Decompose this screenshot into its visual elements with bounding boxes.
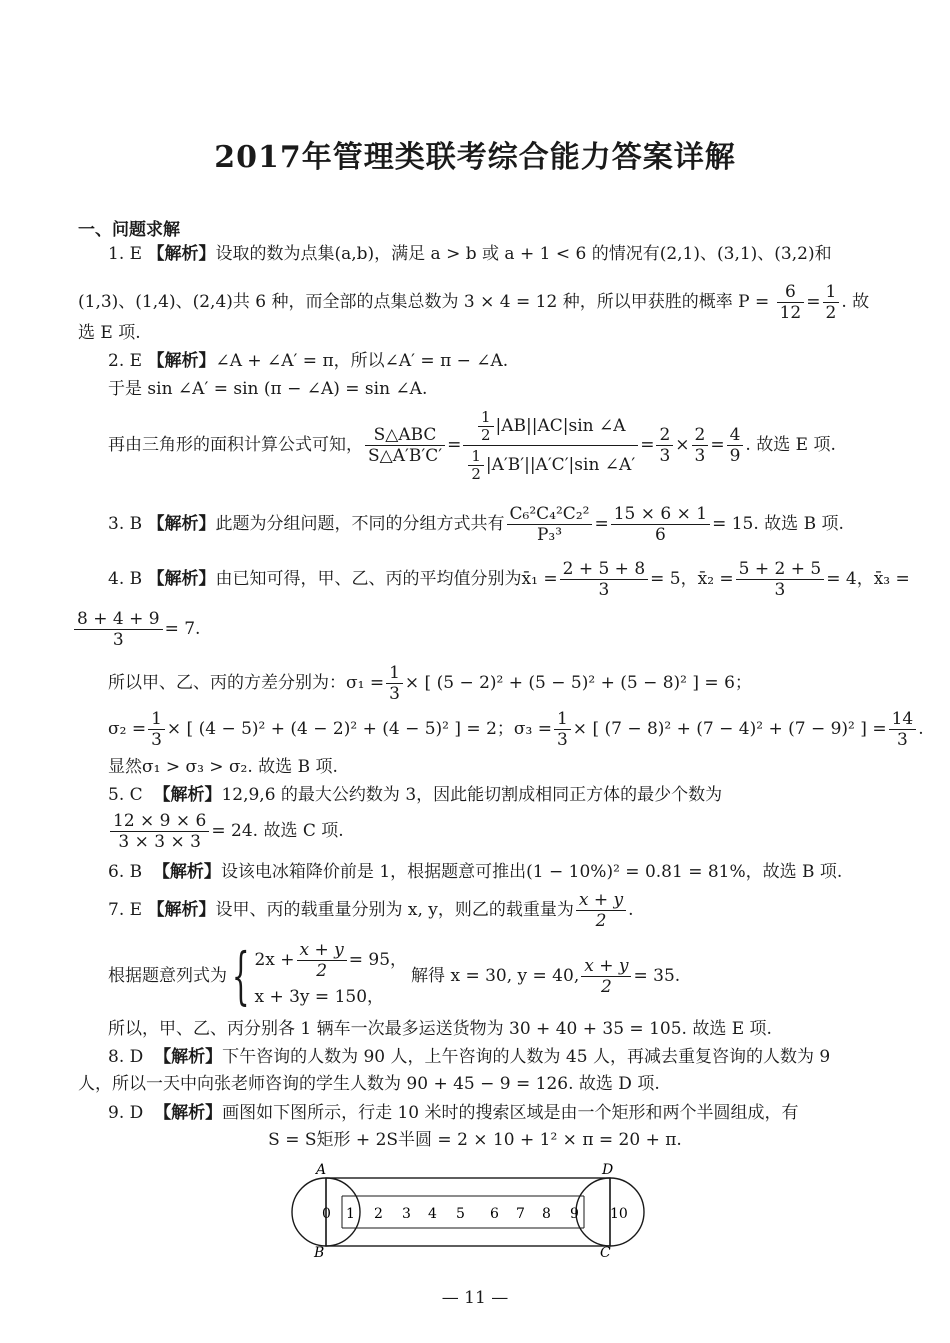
q8-line1: 8. D 【解析】下午咨询的人数为 90 人，上午咨询的人数为 45 人，再减去重复咨询的人数为 9 <box>108 1047 831 1067</box>
q2-area-ratio: $\frac{\text{S△ABC}}{S\triangle A'B'C'}$ <box>365 425 445 466</box>
label-a: A <box>316 1162 327 1178</box>
page-number: — 11 — <box>441 1288 509 1308</box>
q9-line1: 9. D 【解析】画图如下图所示，行走 10 米时的搜索区域是由一个矩形和两个半圆组成，有 <box>108 1103 799 1123</box>
tick-2: 2 <box>374 1206 383 1222</box>
q1-fraction-6-12: $\frac{6}{12}$ <box>777 282 805 323</box>
tick-1: 1 <box>346 1206 355 1222</box>
tick-5: 5 <box>456 1206 465 1222</box>
q1-tag: 【解析】 <box>147 244 216 264</box>
tick-10: 10 <box>610 1206 628 1222</box>
q1-text1: 设取的数为点集(a,b)，满足 a > b 或 a + 1 < 6 的情况有(2,1)、(3,1)、(3,2)和 <box>215 244 832 264</box>
q1-line1 <box>108 243 832 265</box>
q1-text2b: . 故 <box>841 292 870 312</box>
q7-equation-system: 根据题意列式为 { 2x + $\frac{x + y}{2}$ = 95， x + 3y = 150， 解得 x = 30, y = 40, $\frac{x + y}{2}$ = 35. <box>108 939 681 1012</box>
tick-7: 7 <box>516 1206 525 1222</box>
tick-6: 6 <box>490 1206 499 1222</box>
q2-area-formula: $\frac{1}{2}$ |AB||AC|sin ∠A $\frac{1}{2}$ |A′B′||A′C′|sin ∠A′ <box>463 407 638 484</box>
tick-9: 9 <box>570 1206 579 1222</box>
q8-line2: 人，所以一天中向张老师咨询的学生人数为 90 + 45 − 9 = 126. 故选 D 项. <box>78 1074 660 1094</box>
q4-line1: 4. B 【解析】 由已知可得，甲、乙、丙的平均值分别为 x̄₁ = $\frac{2 + 5 + 8}{3}$ = 5，x̄₂ = $\frac{5 + 2 + 5}{3}$ = 4，x̄₃ = <box>108 558 910 600</box>
search-area-diagram <box>280 1158 660 1258</box>
q1-fraction-1-2: $\frac{1}{2}$ <box>823 282 840 323</box>
q1-text2: (1,3)、(1,4)、(2,4)共 6 种，而全部的点集总数为 3 × 4 = 12 种，所以甲获胜的概率 P = <box>78 292 770 312</box>
q5-line1: 5. C 【解析】12,9,6 的最大公约数为 3，因此能切割成相同正方体的最少个数为 <box>108 785 723 805</box>
section-heading: 一、问题求解 <box>78 220 180 240</box>
tick-3: 3 <box>402 1206 411 1222</box>
q1-line3: 选 E 项. <box>78 323 141 343</box>
q1-line2: (1,3)、(1,4)、(2,4)共 6 种，而全部的点集总数为 3 × 4 = 12 种，所以甲获胜的概率 P = $\frac{6}{12}$ = $\frac{1}{2}$ . 故 <box>78 282 870 323</box>
label-c: C <box>600 1245 611 1258</box>
q5-line2: $\frac{12 \times 9 \times 6}{3 \times 3 \times 3}$ = 24. 故选 C 项. <box>108 808 344 854</box>
search-rectangle <box>326 1178 610 1246</box>
q7-conclusion: 所以，甲、乙、丙分别各 1 辆车一次最多运送货物为 30 + 40 + 35 = 105. 故选 E 项. <box>108 1019 772 1039</box>
label-b: B <box>314 1245 325 1258</box>
page-title: 2017年管理类联考综合能力答案详解 <box>214 140 736 175</box>
q4-variance-1: 所以甲、乙、丙的方差分别为：σ₁ = $\frac{1}{3}$ × [ (5 − 2)² + (5 − 5)² + (5 − 8)² ] = 6； <box>108 662 752 704</box>
tick-8: 8 <box>542 1206 551 1222</box>
q7-line1: 7. E 【解析】 设甲、丙的载重量分别为 x, y，则乙的载重量为 $\frac{x + y}{2}$ . <box>108 889 634 931</box>
q6-line: 6. B 【解析】设该电冰箱降价前是 1，根据题意可推出(1 − 10%)² = 0.81 = 81%，故选 B 项. <box>108 862 843 882</box>
q4-variance-2-3: σ₂ = $\frac{1}{3}$ × [ (4 − 5)² + (4 − 2)² + (4 − 5)² ] = 2；σ₃ = $\frac{1}{3}$ × [ (7 − 8)² + (7 − 4)² + (7 − 9)² ] = $\frac{14}{3}$ . <box>108 708 924 750</box>
q9-formula: S = S矩形 + 2S半圆 = 2 × 10 + 1² × π = 20 + π. <box>268 1130 682 1150</box>
q3-combination-fraction: $\frac{\text{C₆²C₄²C₂²}}{\text{P₃³}}$ <box>507 504 593 545</box>
q2-line1: 2. E 【解析】∠A + ∠A′ = π，所以∠A′ = π − ∠A. <box>108 351 509 371</box>
tick-0: 0 <box>322 1206 331 1222</box>
q3-line: 3. B 【解析】 此题为分组问题，不同的分组方式共有 $\frac{\text{C₆²C₄²C₂²}}{\text{P₃³}}$ = $\frac{15 \times 6 \times 1}{6}$ = 15. 故选 B 项. <box>108 503 844 545</box>
q4-line2: $\frac{8 + 4 + 9}{3}$ = 7. <box>72 606 200 652</box>
q2-line3: 再由三角形的面积计算公式可知， $\frac{\text{S△ABC}}{S\triangle A'B'C'}$ = $\frac{1}{2}$ |AB||AC|sin ∠A $\frac{1}{2}$ |A′B′||A′C′|sin ∠A′ = $\frac{2}{3}$ × $\frac{2}{3}$ = $\frac{4}{9}$ . 故选 E 项. <box>108 407 836 483</box>
q4-conclusion: 显然σ₁ > σ₃ > σ₂. 故选 B 项. <box>108 757 338 777</box>
tick-4: 4 <box>428 1206 437 1222</box>
q1-number: 1. E <box>108 244 143 264</box>
label-d: D <box>602 1162 614 1178</box>
q2-line2: 于是 sin ∠A′ = sin (π − ∠A) = sin ∠A. <box>108 379 428 399</box>
